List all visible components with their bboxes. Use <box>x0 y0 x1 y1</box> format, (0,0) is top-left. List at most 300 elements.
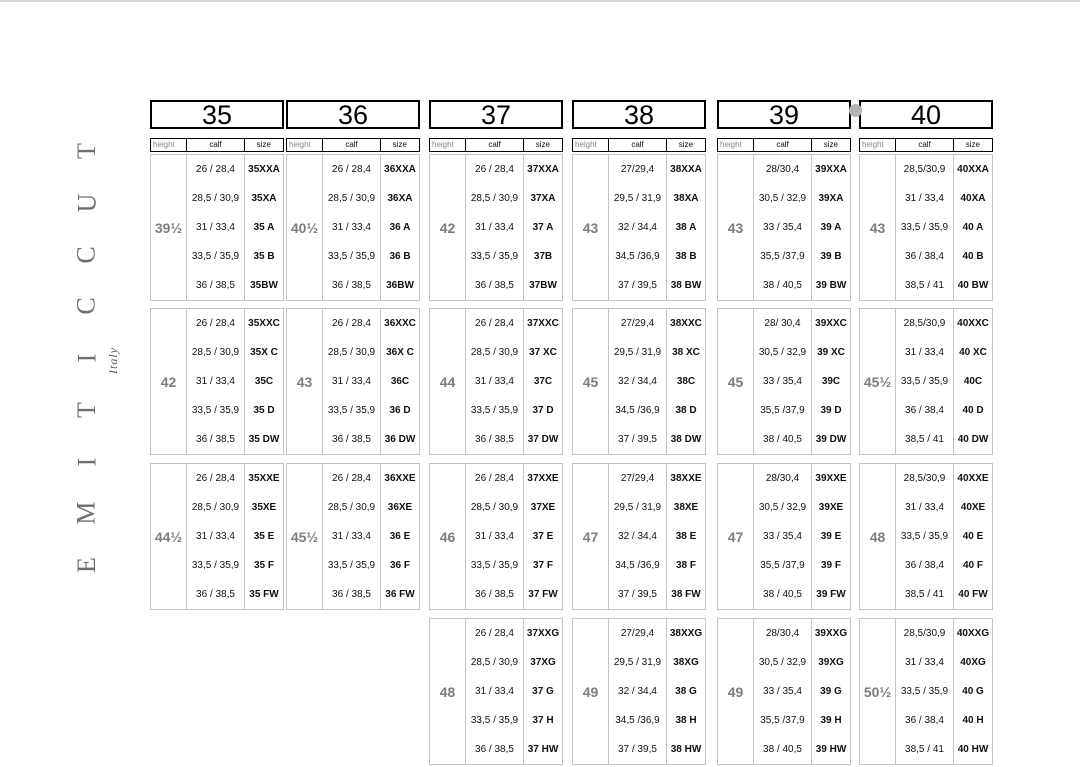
size-code: 39XA <box>818 193 844 204</box>
calf-range: 26 / 28,4 <box>187 155 245 184</box>
calf-range: 37 / 39,5 <box>609 271 667 300</box>
table-row <box>609 213 705 242</box>
size-code: 39 H <box>820 715 842 726</box>
calf-range: 28,5/30,9 <box>896 309 954 338</box>
calf-range: 31 / 33,4 <box>896 184 954 213</box>
calf-range: 33,5 / 35,9 <box>896 522 954 551</box>
table-row <box>754 580 850 609</box>
calf-range: 28,5 / 30,9 <box>466 648 524 677</box>
size-code: 39XG <box>818 657 844 668</box>
calf-range: 26 / 28,4 <box>187 309 245 338</box>
size-code: 38 H <box>675 715 697 726</box>
calf-range: 29,5 / 31,9 <box>609 493 667 522</box>
size-code: 37XXE <box>527 473 559 484</box>
brand-letter: C <box>72 245 101 264</box>
size-code: 40 F <box>962 560 983 571</box>
size-code: 40XXE <box>957 473 989 484</box>
size-code: 35 D <box>253 405 275 416</box>
table-row <box>466 706 562 735</box>
calf-range: 26 / 28,4 <box>323 464 381 493</box>
height-block <box>429 308 563 455</box>
size-code: 37 E <box>532 531 554 542</box>
calf-range: 33 / 35,4 <box>754 213 812 242</box>
calf-range: 32 / 34,4 <box>609 213 667 242</box>
size-code: 39 E <box>820 531 842 542</box>
table-row <box>187 184 283 213</box>
table-row <box>323 580 419 609</box>
scroll-marker-dot <box>849 104 862 117</box>
height-label: height <box>860 139 896 151</box>
column-subheader <box>286 138 420 152</box>
table-row <box>754 309 850 338</box>
boot-height-value: 43 <box>287 309 323 454</box>
height-block <box>572 463 706 610</box>
table-row <box>466 155 562 184</box>
size-code: 36 D <box>389 405 411 416</box>
table-row <box>609 580 705 609</box>
size-code: 35BW <box>250 280 278 291</box>
table-row <box>754 184 850 213</box>
size-code: 39C <box>821 376 841 387</box>
size-code: 39 FW <box>816 589 846 600</box>
size-code: 35C <box>254 376 274 387</box>
table-row <box>754 425 850 454</box>
boot-height-value: 42 <box>151 309 187 454</box>
table-row <box>754 242 850 271</box>
boot-height-value: 43 <box>573 155 609 300</box>
table-row <box>323 522 419 551</box>
table-row <box>187 213 283 242</box>
table-row <box>466 338 562 367</box>
size-code: 38 E <box>675 531 697 542</box>
size-code: 38XXE <box>670 473 702 484</box>
brand-logo <box>72 138 102 578</box>
calf-range: 35,5 /37,9 <box>754 396 812 425</box>
size-code: 35 DW <box>248 434 280 445</box>
size-code: 35XE <box>251 502 277 513</box>
size-code: 36 E <box>389 531 411 542</box>
table-row <box>187 396 283 425</box>
calf-range: 36 / 38,5 <box>187 425 245 454</box>
table-row <box>323 155 419 184</box>
table-row <box>754 464 850 493</box>
table-row <box>896 464 992 493</box>
calf-range: 33,5 / 35,9 <box>896 213 954 242</box>
calf-range: 35,5 /37,9 <box>754 551 812 580</box>
calf-range: 28,5 / 30,9 <box>466 493 524 522</box>
calf-range: 28,5 / 30,9 <box>187 493 245 522</box>
calf-range: 31 / 33,4 <box>187 213 245 242</box>
table-row <box>466 242 562 271</box>
size-code: 40 XC <box>959 347 987 358</box>
size-code: 36BW <box>386 280 414 291</box>
calf-range: 36 / 38,5 <box>466 735 524 764</box>
table-row <box>754 735 850 764</box>
calf-range: 26 / 28,4 <box>466 619 524 648</box>
table-row <box>754 619 850 648</box>
table-row <box>466 213 562 242</box>
calf-range: 37 / 39,5 <box>609 735 667 764</box>
calf-range: 28,5/30,9 <box>896 464 954 493</box>
height-label: height <box>718 139 754 151</box>
table-row <box>609 522 705 551</box>
height-block <box>859 618 993 765</box>
calf-range: 26 / 28,4 <box>323 309 381 338</box>
boot-height-value: 45 <box>573 309 609 454</box>
size-code: 38 A <box>675 222 697 233</box>
table-row <box>609 425 705 454</box>
height-block <box>150 463 284 610</box>
table-row <box>896 425 992 454</box>
size-code: 37C <box>533 376 553 387</box>
column-subheader <box>150 138 284 152</box>
table-row <box>896 271 992 300</box>
height-block <box>859 154 993 301</box>
calf-range: 33,5 / 35,9 <box>466 242 524 271</box>
size-code: 36 B <box>389 251 411 262</box>
table-row <box>323 271 419 300</box>
height-block <box>572 308 706 455</box>
calf-range: 28,5/30,9 <box>896 619 954 648</box>
size-code: 40 D <box>962 405 984 416</box>
size-code: 38XXC <box>670 318 702 329</box>
calf-range: 33,5 / 35,9 <box>466 396 524 425</box>
calf-range: 36 / 38,4 <box>896 242 954 271</box>
boot-height-value: 42 <box>430 155 466 300</box>
brand-letter: U <box>72 193 101 213</box>
calf-range: 33 / 35,4 <box>754 522 812 551</box>
table-row <box>187 580 283 609</box>
size-code: 36XXC <box>384 318 416 329</box>
calf-label: calf <box>896 139 953 151</box>
size-code: 38 BW <box>670 280 702 291</box>
brand-letter: C <box>72 297 101 315</box>
column-subheader <box>572 138 706 152</box>
size-code: 39XXE <box>815 473 847 484</box>
table-row <box>609 677 705 706</box>
table-row <box>754 155 850 184</box>
calf-range: 33,5 / 35,9 <box>187 242 245 271</box>
size-code: 37 A <box>532 222 554 233</box>
size-code: 35 B <box>253 251 275 262</box>
size-code: 35XXE <box>248 473 280 484</box>
calf-range: 38 / 40,5 <box>754 425 812 454</box>
table-row <box>754 522 850 551</box>
boot-height-value: 40½ <box>287 155 323 300</box>
calf-label: calf <box>754 139 811 151</box>
size-code: 40 G <box>962 686 984 697</box>
calf-range: 36 / 38,5 <box>466 271 524 300</box>
table-row <box>896 367 992 396</box>
boot-height-value: 39½ <box>151 155 187 300</box>
size-code: 36XXA <box>384 164 416 175</box>
size-code: 37XA <box>530 193 556 204</box>
calf-range: 31 / 33,4 <box>466 677 524 706</box>
size-code: 39XE <box>818 502 844 513</box>
height-label: height <box>430 139 466 151</box>
size-code: 35 FW <box>249 589 279 600</box>
calf-range: 30,5 / 32,9 <box>754 184 812 213</box>
size-label: size <box>823 140 838 149</box>
shoe-size-header: 38 <box>572 100 706 129</box>
calf-range: 32 / 34,4 <box>609 522 667 551</box>
table-row <box>323 464 419 493</box>
table-row <box>609 271 705 300</box>
table-row <box>187 271 283 300</box>
size-code: 36 F <box>389 560 410 571</box>
calf-range: 37 / 39,5 <box>609 580 667 609</box>
table-row <box>323 425 419 454</box>
table-row <box>896 735 992 764</box>
calf-range: 36 / 38,5 <box>187 271 245 300</box>
table-row <box>896 648 992 677</box>
calf-range: 31 / 33,4 <box>466 367 524 396</box>
table-row <box>754 367 850 396</box>
calf-range: 38,5 / 41 <box>896 735 954 764</box>
calf-range: 34,5 /36,9 <box>609 242 667 271</box>
column-subheader <box>429 138 563 152</box>
table-row <box>323 242 419 271</box>
size-code: 36XE <box>387 502 413 513</box>
table-row <box>609 735 705 764</box>
table-row <box>466 271 562 300</box>
size-code: 38XXA <box>670 164 702 175</box>
table-row <box>754 213 850 242</box>
size-code: 35XXA <box>248 164 280 175</box>
size-label: size <box>965 140 980 149</box>
table-row <box>754 396 850 425</box>
size-code: 40XXC <box>957 318 989 329</box>
size-label: size <box>678 140 693 149</box>
height-block <box>150 154 284 301</box>
table-row <box>466 619 562 648</box>
size-code: 40 FW <box>958 589 988 600</box>
table-row <box>323 184 419 213</box>
calf-range: 29,5 / 31,9 <box>609 648 667 677</box>
calf-range: 38,5 / 41 <box>896 271 954 300</box>
table-row <box>896 213 992 242</box>
size-code: 37 D <box>532 405 554 416</box>
size-code: 39 F <box>820 560 841 571</box>
table-row <box>187 309 283 338</box>
table-row <box>609 242 705 271</box>
table-row <box>466 735 562 764</box>
calf-range: 26 / 28,4 <box>466 155 524 184</box>
calf-range: 34,5 /36,9 <box>609 551 667 580</box>
calf-range: 30,5 / 32,9 <box>754 338 812 367</box>
table-row <box>466 551 562 580</box>
brand-subtitle-text: Italy <box>105 346 120 374</box>
calf-range: 28/30,4 <box>754 619 812 648</box>
calf-range: 28,5 / 30,9 <box>466 184 524 213</box>
calf-range: 33 / 35,4 <box>754 367 812 396</box>
size-code: 38 D <box>675 405 697 416</box>
size-code: 35X C <box>250 347 278 358</box>
size-code: 38 DW <box>670 434 702 445</box>
size-code: 38XE <box>673 502 699 513</box>
size-code: 40 DW <box>957 434 989 445</box>
table-row <box>609 648 705 677</box>
size-code: 40 HW <box>957 744 989 755</box>
size-code: 38 HW <box>670 744 702 755</box>
calf-range: 26 / 28,4 <box>466 309 524 338</box>
size-code: 36XA <box>387 193 413 204</box>
size-code: 38XA <box>673 193 699 204</box>
calf-range: 27/29,4 <box>609 155 667 184</box>
calf-range: 28,5 / 30,9 <box>187 184 245 213</box>
table-row <box>896 242 992 271</box>
size-code: 37 FW <box>528 589 558 600</box>
calf-range: 33,5 / 35,9 <box>187 551 245 580</box>
calf-range: 28/ 30,4 <box>754 309 812 338</box>
calf-range: 27/29,4 <box>609 619 667 648</box>
table-row <box>323 213 419 242</box>
boot-height-value: 49 <box>718 619 754 764</box>
table-row <box>466 493 562 522</box>
table-row <box>323 309 419 338</box>
size-code: 38 G <box>675 686 697 697</box>
height-label: height <box>151 139 187 151</box>
calf-range: 36 / 38,5 <box>187 580 245 609</box>
calf-range: 33,5 / 35,9 <box>187 396 245 425</box>
shoe-size-header: 37 <box>429 100 563 129</box>
size-code: 37 H <box>532 715 554 726</box>
calf-range: 33,5 / 35,9 <box>323 396 381 425</box>
calf-range: 28/30,4 <box>754 155 812 184</box>
table-row <box>187 425 283 454</box>
calf-range: 33,5 / 35,9 <box>896 367 954 396</box>
table-row <box>896 551 992 580</box>
calf-range: 28,5 / 30,9 <box>323 493 381 522</box>
table-row <box>466 677 562 706</box>
boot-height-value: 48 <box>860 464 896 609</box>
height-block <box>572 618 706 765</box>
boot-height-value: 47 <box>573 464 609 609</box>
calf-range: 31 / 33,4 <box>323 213 381 242</box>
size-code: 35 A <box>253 222 275 233</box>
boot-height-value: 44½ <box>151 464 187 609</box>
table-row <box>754 677 850 706</box>
brand-letter: E <box>71 557 101 573</box>
table-row <box>323 493 419 522</box>
height-block <box>150 308 284 455</box>
calf-range: 32 / 34,4 <box>609 367 667 396</box>
table-row <box>609 396 705 425</box>
size-code: 37XXC <box>527 318 559 329</box>
size-label: size <box>535 140 550 149</box>
size-code: 37 HW <box>527 744 559 755</box>
size-code: 40XXA <box>957 164 989 175</box>
size-code: 40 H <box>962 715 984 726</box>
calf-range: 38 / 40,5 <box>754 735 812 764</box>
calf-range: 28,5 / 30,9 <box>187 338 245 367</box>
table-row <box>896 522 992 551</box>
height-block <box>429 463 563 610</box>
calf-range: 31 / 33,4 <box>896 338 954 367</box>
size-code: 40XXG <box>956 628 990 639</box>
calf-range: 26 / 28,4 <box>466 464 524 493</box>
size-code: 35XA <box>251 193 277 204</box>
height-block <box>717 308 851 455</box>
size-code: 36 FW <box>385 589 415 600</box>
shoe-size-header: 39 <box>717 100 851 129</box>
size-code: 39 B <box>820 251 842 262</box>
size-code: 36 DW <box>384 434 416 445</box>
size-code: 39XXC <box>815 318 847 329</box>
calf-label: calf <box>609 139 666 151</box>
size-code: 37 G <box>532 686 554 697</box>
calf-range: 38,5 / 41 <box>896 425 954 454</box>
table-row <box>187 464 283 493</box>
size-code: 37 F <box>532 560 553 571</box>
table-row <box>609 493 705 522</box>
table-row <box>609 338 705 367</box>
calf-range: 31 / 33,4 <box>466 522 524 551</box>
calf-range: 31 / 33,4 <box>323 367 381 396</box>
table-row <box>187 338 283 367</box>
calf-range: 31 / 33,4 <box>187 522 245 551</box>
calf-range: 27/29,4 <box>609 464 667 493</box>
calf-range: 31 / 33,4 <box>896 493 954 522</box>
calf-range: 28,5 / 30,9 <box>323 184 381 213</box>
top-border <box>0 0 1080 2</box>
boot-height-value: 43 <box>860 155 896 300</box>
table-row <box>754 271 850 300</box>
calf-range: 35,5 /37,9 <box>754 706 812 735</box>
calf-range: 28,5 / 30,9 <box>323 338 381 367</box>
height-label: height <box>287 139 323 151</box>
boot-height-value: 50½ <box>860 619 896 764</box>
boot-height-value: 47 <box>718 464 754 609</box>
boot-height-value: 45 <box>718 309 754 454</box>
boot-height-value: 46 <box>430 464 466 609</box>
calf-range: 36 / 38,5 <box>323 271 381 300</box>
table-row <box>896 580 992 609</box>
table-row <box>896 396 992 425</box>
table-row <box>187 493 283 522</box>
size-code: 40 E <box>962 531 984 542</box>
size-code: 40C <box>963 376 983 387</box>
calf-range: 33,5 / 35,9 <box>323 242 381 271</box>
calf-range: 33,5 / 35,9 <box>466 551 524 580</box>
table-row <box>187 155 283 184</box>
size-code: 37B <box>533 251 553 262</box>
calf-range: 34,5 /36,9 <box>609 396 667 425</box>
table-row <box>896 184 992 213</box>
calf-range: 31 / 33,4 <box>187 367 245 396</box>
size-code: 40 BW <box>957 280 989 291</box>
table-row <box>896 677 992 706</box>
brand-letter: T <box>71 401 101 418</box>
height-block <box>286 154 420 301</box>
size-code: 40 A <box>962 222 984 233</box>
table-row <box>609 619 705 648</box>
boot-height-value: 45½ <box>860 309 896 454</box>
table-row <box>466 580 562 609</box>
table-row <box>896 619 992 648</box>
height-block <box>429 618 563 765</box>
height-block <box>286 463 420 610</box>
calf-range: 36 / 38,4 <box>896 551 954 580</box>
size-code: 38XG <box>673 657 699 668</box>
size-code: 37XXA <box>527 164 559 175</box>
calf-range: 29,5 / 31,9 <box>609 338 667 367</box>
size-code: 39 DW <box>815 434 847 445</box>
table-row <box>187 551 283 580</box>
calf-range: 36 / 38,5 <box>323 580 381 609</box>
height-block <box>859 463 993 610</box>
calf-range: 31 / 33,4 <box>323 522 381 551</box>
